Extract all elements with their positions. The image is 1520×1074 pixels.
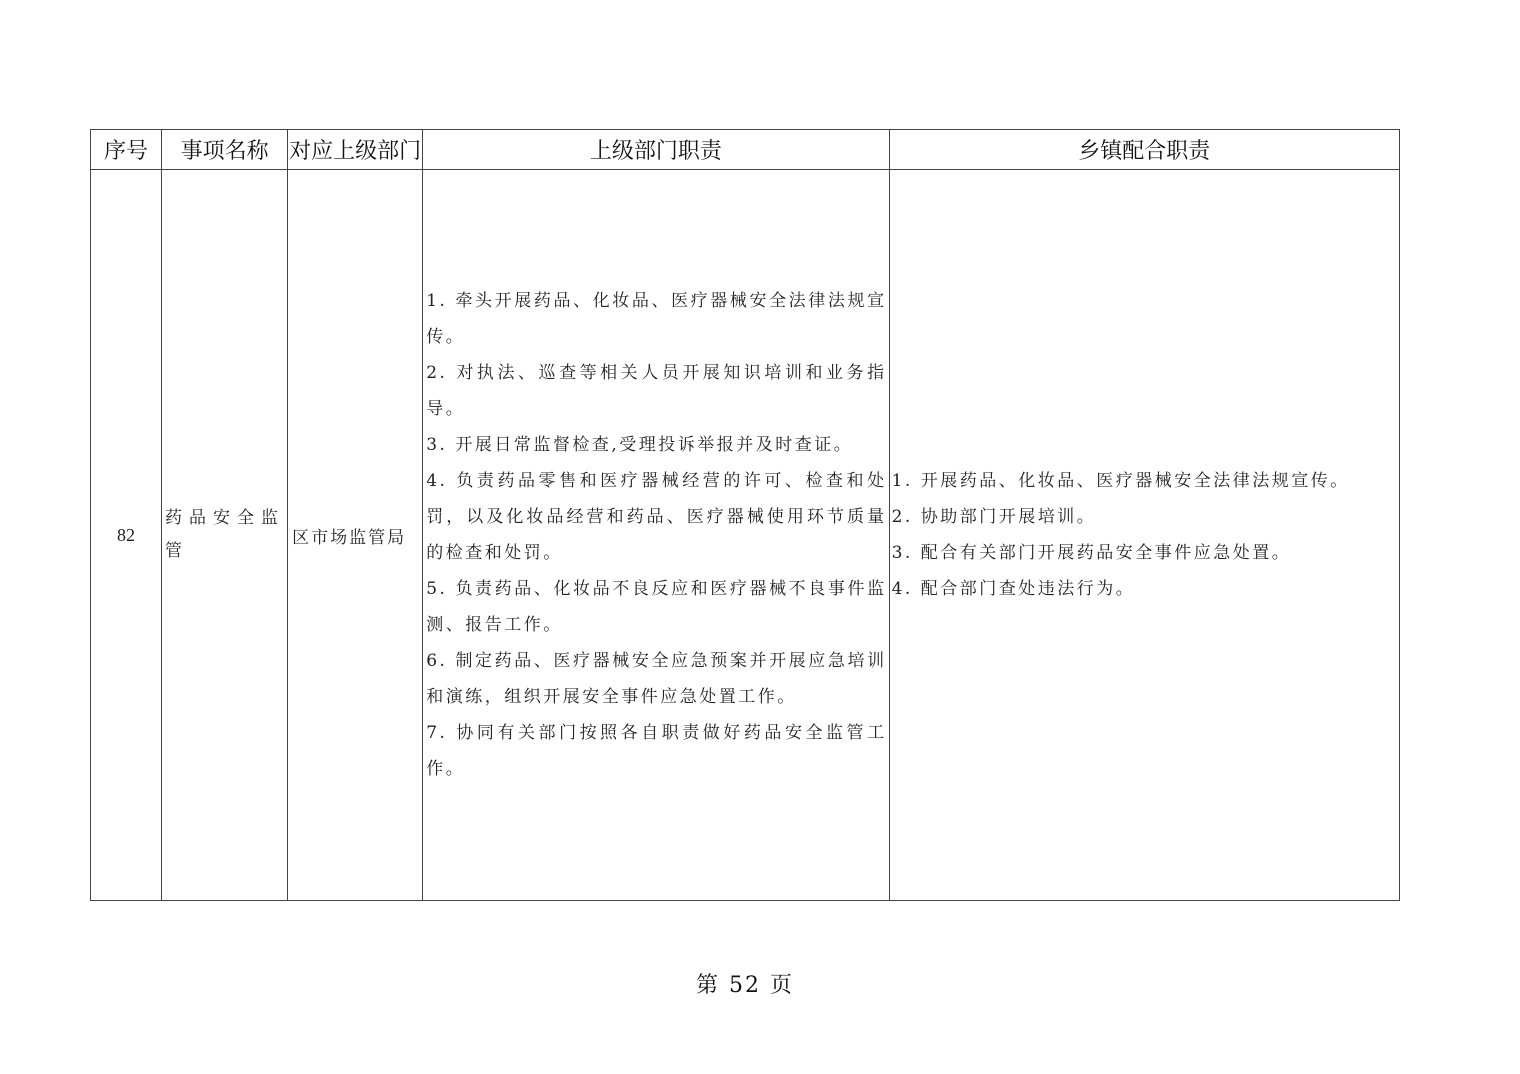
upper-duty-item: 2. 对执法、巡查等相关人员开展知识培训和业务指导。 — [426, 363, 887, 419]
header-upper-dept: 对应上级部门 — [288, 130, 423, 170]
cell-town-duties — [889, 170, 1399, 901]
cell-upper-dept: 区市场监管局 — [288, 170, 423, 901]
upper-duty-item: 6. 制定药品、医疗器械安全应急预案并开展应急培训和演练，组织开展安全事件应急处置工作。 — [426, 651, 887, 707]
upper-duty-item: 5. 负责药品、化妆品不良反应和医疗器械不良事件监测、报告工作。 — [426, 579, 887, 635]
upper-duty-item: 3. 开展日常监督检查,受理投诉举报并及时查证。 — [426, 435, 854, 455]
town-duties-list — [890, 463, 1399, 607]
header-seq: 序号 — [91, 130, 162, 170]
upper-duty-item: 7. 协同有关部门按照各自职责做好药品安全监管工作。 — [426, 723, 887, 779]
town-duty-item: 3. 配合有关部门开展药品安全事件应急处置。 — [891, 543, 1292, 563]
town-duty-item: 2. 协助部门开展培训。 — [891, 507, 1097, 527]
town-duty-item: 4. 配合部门查处违法行为。 — [891, 579, 1136, 599]
upper-duties-list — [423, 283, 888, 787]
cell-item-name: 药品安全监管 — [162, 170, 288, 901]
upper-duty-item: 1. 牵头开展药品、化妆品、医疗器械安全法律法规宣传。 — [426, 291, 887, 347]
page-number: 第 52 页 — [696, 973, 794, 998]
header-item-name: 事项名称 — [162, 130, 288, 170]
header-upper-duties: 上级部门职责 — [423, 130, 889, 170]
cell-seq: 82 — [91, 170, 162, 901]
header-town-duties: 乡镇配合职责 — [889, 130, 1399, 170]
table-row — [91, 170, 1400, 901]
upper-duty-item: 4. 负责药品零售和医疗器械经营的许可、检查和处罚，以及化妆品经营和药品、医疗器械使用环节质量的检查和处罚。 — [426, 471, 887, 563]
town-duty-item: 1. 开展药品、化妆品、医疗器械安全法律法规宣传。 — [891, 471, 1350, 491]
duties-table — [90, 129, 1400, 901]
table-header-row — [91, 130, 1400, 170]
cell-upper-duties — [423, 170, 889, 901]
